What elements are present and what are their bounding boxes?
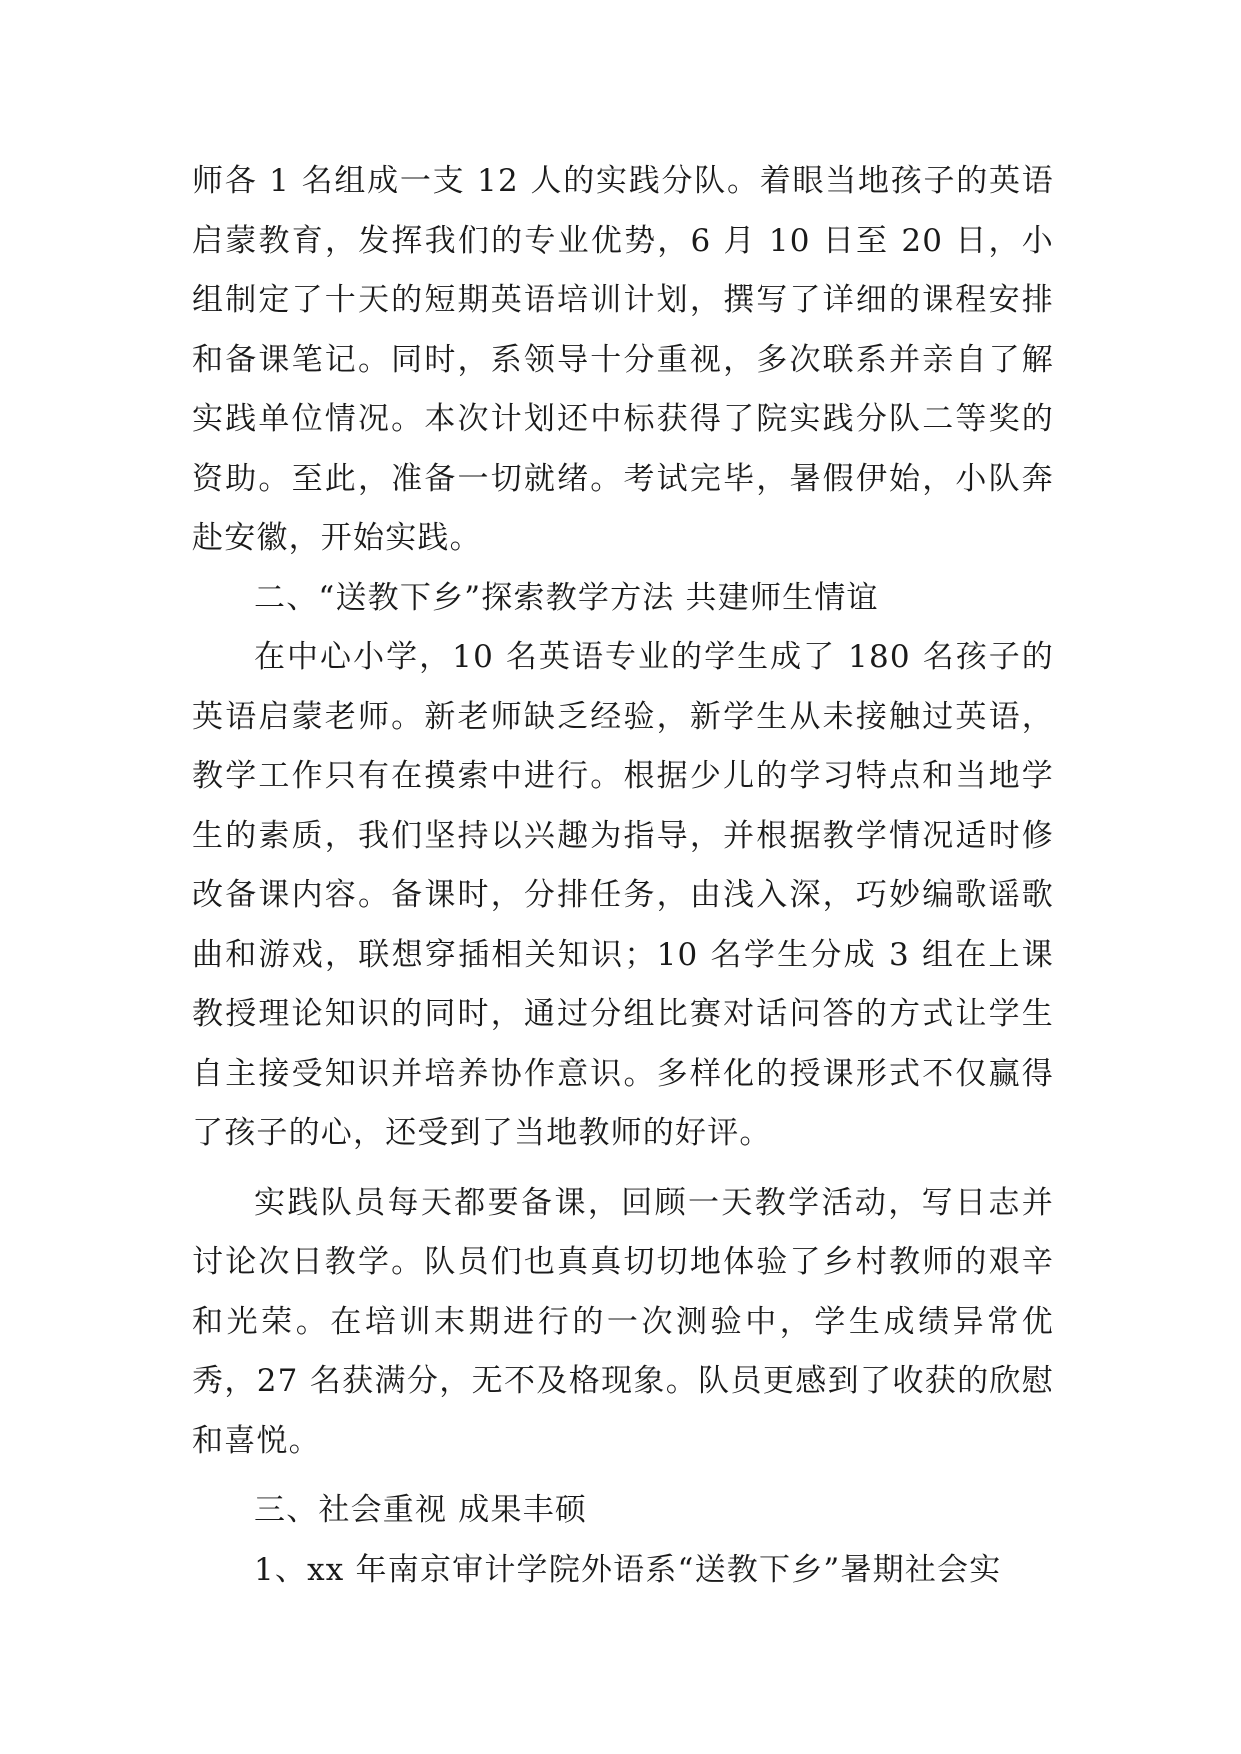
section-heading-3: 三、社会重视 成果丰硕: [254, 1492, 588, 1528]
paragraph-item-1: 1、xx 年南京审计学院外语系“送教下乡”暑期社会实: [254, 1551, 1002, 1588]
paragraph-teaching: 在中心小学，10 名英语专业的学生成了 180 名孩子的英语启蒙老师。新老师缺乏经验，新学生从未接触过英语，教学工作只有在摸索中进行。根据少儿的学习特点和当地学生的素质，我们坚持以兴趣为指导，并根据教学情况适时修改备课内容。备课时，分排任务，由浅入深，巧妙编歌谣歌曲和游戏，联想穿插相关知识；10 名学生分成 3 组在上课教授理论知识的同时，通过分组比赛对话问答的方式让学生自主接受知识并培养协作意识。多样化的授课形式不仅赢得了孩子的心，还受到了当地教师的好评。: [192, 639, 1054, 1151]
section-heading-2: 二、“送教下乡”探索教学方法 共建师生情谊: [254, 579, 879, 616]
paragraph-daily-practice: 实践队员每天都要备课，回顾一天教学活动，写日志并讨论次日教学。队员们也真真切切地体验了乡村教师的艰辛和光荣。在培训末期进行的一次测验中，学生成绩异常优秀，27 名获满分，无不及格现象。队员更感到了收获的欣慰和喜悦。: [192, 1184, 1054, 1459]
document-body: [192, 152, 1054, 1600]
paragraph-continued: 师各 1 名组成一支 12 人的实践分队。着眼当地孩子的英语启蒙教育，发挥我们的专业优势，6 月 10 日至 20 日，小组制定了十天的短期英语培训计划，撰写了详细的课程安排和备课笔记。同时，系领导十分重视，多次联系并亲自了解实践单位情况。本次计划还中标获得了院实践分队二等奖的资助。至此，准备一切就绪。考试完毕，暑假伊始，小队奔赴安徽，开始实践。: [192, 163, 1054, 556]
